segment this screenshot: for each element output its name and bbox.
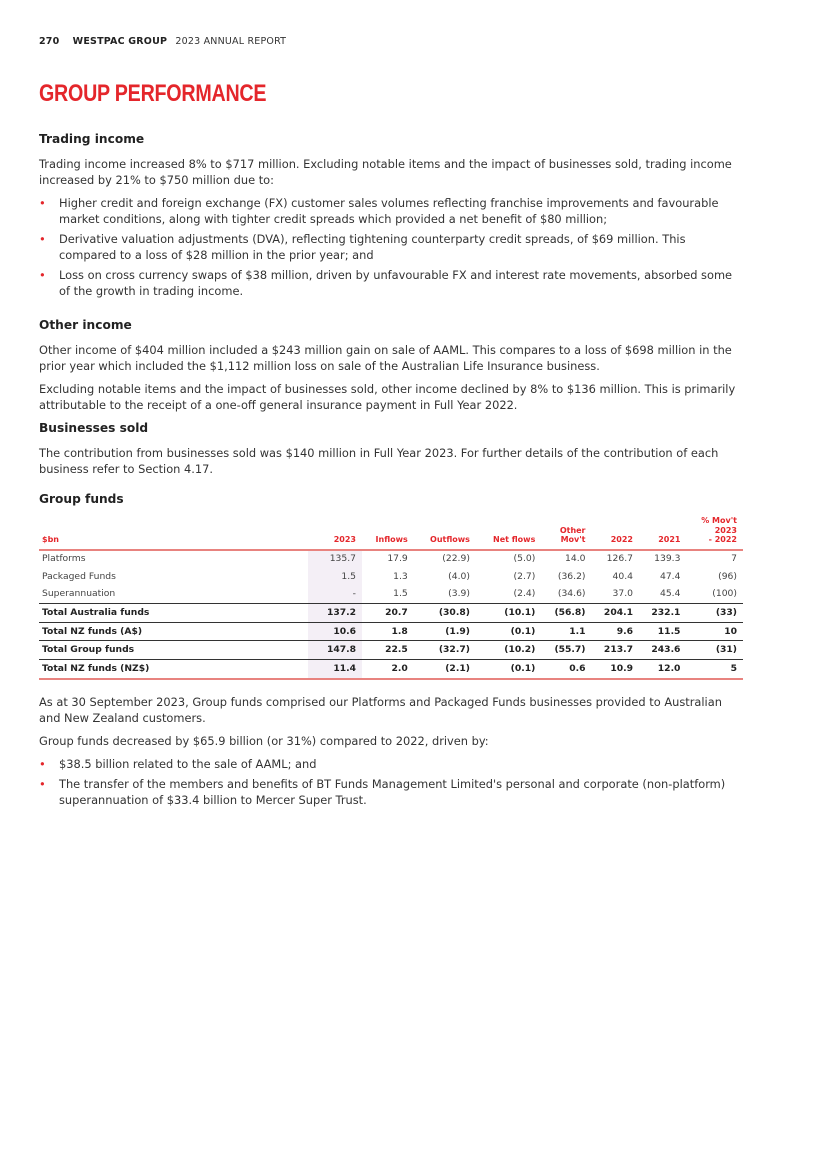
- column-header: Inflows: [362, 516, 414, 550]
- table-cell: 139.3: [654, 553, 681, 565]
- table-cell: 1.8: [362, 622, 414, 641]
- table-cell: 0.6: [541, 660, 591, 679]
- table-cell: (10.1): [476, 604, 541, 623]
- table-cell: (96): [718, 570, 737, 582]
- table-cell: 1.5: [393, 588, 408, 600]
- table-cell: 7: [731, 553, 737, 565]
- table-cell: -: [308, 586, 362, 604]
- table-cell: 5: [686, 660, 743, 679]
- table-cell: (4.0): [448, 570, 470, 582]
- table-cell: 10.6: [308, 622, 362, 641]
- row-label: Total NZ funds (A$): [39, 622, 308, 641]
- table-cell: (3.9): [448, 588, 470, 600]
- page-number: 270: [39, 36, 60, 47]
- table-cell: 37.0: [612, 588, 633, 600]
- table-cell: 40.4: [612, 570, 633, 582]
- table-cell: (32.7): [414, 641, 476, 660]
- table-cell: 1.5: [308, 568, 362, 586]
- column-header: % Mov't 2023 - 2022: [686, 516, 743, 550]
- row-label: Packaged Funds: [42, 570, 116, 582]
- table-cell: 1.1: [541, 622, 591, 641]
- row-label: Total NZ funds (NZ$): [39, 660, 308, 679]
- main-content: [39, 131, 745, 815]
- table-cell: 11.5: [639, 622, 686, 641]
- table-cell: 45.4: [659, 588, 681, 600]
- running-header: [39, 36, 286, 47]
- column-header: 2021: [639, 516, 686, 550]
- table-row: [39, 550, 743, 569]
- row-label: Platforms: [42, 553, 86, 565]
- table-cell: (30.8): [414, 604, 476, 623]
- table-cell: (5.0): [513, 553, 536, 565]
- section-heading: Group funds: [39, 492, 124, 506]
- paragraph: Group funds decreased by $65.9 billion (or 31%) compared to 2022, driven by:: [39, 733, 489, 748]
- businesses-sold-section: [39, 420, 745, 477]
- report-name: 2023 ANNUAL REPORT: [175, 36, 287, 47]
- list-item: • Higher credit and foreign exchange (FX) customer sales volumes reflecting franchise improvements and favourable market conditions, along with tighter credit spreads which provided a net benefit of $80 million;: [39, 195, 745, 227]
- list-item: • The transfer of the members and benefits of BT Funds Management Limited's personal and corporate (non-platform) superannuation of $33.4 billion to Mercer Super Trust.: [39, 776, 745, 808]
- list-item: • $38.5 billion related to the sale of AAML; and: [39, 756, 745, 772]
- list-item: • Loss on cross currency swaps of $38 million, driven by unfavourable FX and interest rate movements, absorbed some of the growth in trading income.: [39, 267, 745, 299]
- column-header: $bn: [39, 516, 308, 550]
- table-cell: 17.9: [387, 553, 408, 565]
- table-cell: (2.1): [414, 660, 476, 679]
- table-cell: 135.7: [308, 550, 362, 569]
- table-cell: 126.7: [606, 553, 633, 565]
- table-cell: 137.2: [308, 604, 362, 623]
- table-cell: 10: [686, 622, 743, 641]
- section-heading: Other income: [39, 318, 132, 332]
- paragraph: The contribution from businesses sold was $140 million in Full Year 2023. For further details of the contribution of each business refer to Section 4.17.: [39, 446, 719, 476]
- table-cell: 232.1: [639, 604, 686, 623]
- table-cell: 147.8: [308, 641, 362, 660]
- table-cell: 47.4: [659, 570, 681, 582]
- row-label: Total Group funds: [39, 641, 308, 660]
- table-row: [39, 622, 743, 641]
- table-cell: (10.2): [476, 641, 541, 660]
- table-cell: 1.3: [393, 570, 408, 582]
- row-label: Superannuation: [42, 588, 116, 600]
- section-heading: Trading income: [39, 132, 145, 146]
- table-cell: (2.4): [513, 588, 536, 600]
- column-header: Net flows: [476, 516, 541, 550]
- table-cell: 204.1: [592, 604, 639, 623]
- table-cell: (33): [686, 604, 743, 623]
- list-item: • Derivative valuation adjustments (DVA), reflecting tightening counterparty credit spreads, of $69 million. This compared to a loss of $28 million in the prior year; and: [39, 231, 745, 263]
- group-funds-table: [39, 516, 743, 680]
- paragraph: As at 30 September 2023, Group funds comprised our Platforms and Packaged Funds businesses provided to Australian and New Zealand customers.: [39, 694, 722, 725]
- table-cell: 2.0: [362, 660, 414, 679]
- column-header: 2023: [308, 516, 362, 550]
- table-cell: (0.1): [476, 660, 541, 679]
- paragraph: Trading income increased 8% to $717 million. Excluding notable items and the impact of businesses sold, trading income increased by 21% to $750 million due to:: [39, 157, 732, 187]
- section-heading: Businesses sold: [39, 421, 149, 435]
- column-header: Outflows: [414, 516, 476, 550]
- company-name: WESTPAC GROUP: [72, 36, 168, 47]
- column-header: 2022: [592, 516, 639, 550]
- table-cell: (34.6): [557, 588, 586, 600]
- table-cell: 10.9: [592, 660, 639, 679]
- bullet-list: [39, 756, 745, 808]
- bullet-list: [39, 195, 745, 299]
- table-row: [39, 641, 743, 660]
- row-label: Total Australia funds: [39, 604, 308, 623]
- table-cell: 9.6: [592, 622, 639, 641]
- trading-income-section: [39, 131, 745, 299]
- table-cell: (1.9): [414, 622, 476, 641]
- table-cell: 20.7: [362, 604, 414, 623]
- table-cell: (55.7): [541, 641, 591, 660]
- table-row: [39, 604, 743, 623]
- table-cell: 243.6: [639, 641, 686, 660]
- table-cell: (31): [686, 641, 743, 660]
- table-cell: (56.8): [541, 604, 591, 623]
- page-title: GROUP PERFORMANCE: [39, 80, 267, 107]
- table-cell: 14.0: [565, 553, 586, 565]
- table-cell: 213.7: [592, 641, 639, 660]
- table-row: [39, 586, 743, 604]
- table-cell: 12.0: [639, 660, 686, 679]
- table-cell: (22.9): [442, 553, 470, 565]
- table-cell: (36.2): [557, 570, 586, 582]
- table-cell: 22.5: [362, 641, 414, 660]
- paragraph: Other income of $404 million included a $243 million gain on sale of AAML. This compares to a loss of $698 million in the prior year which included the $1,112 million loss on sale of the Australian Life Insurance business.: [39, 343, 732, 373]
- table-row: [39, 660, 743, 679]
- table-cell: (100): [712, 588, 737, 600]
- group-funds-section: [39, 491, 745, 808]
- table-cell: 11.4: [308, 660, 362, 679]
- table-cell: (2.7): [513, 570, 536, 582]
- table-cell: (0.1): [476, 622, 541, 641]
- column-header: Other Mov't: [541, 516, 591, 550]
- table-row: [39, 568, 743, 586]
- other-income-section: [39, 317, 745, 413]
- paragraph: Excluding notable items and the impact of businesses sold, other income declined by 8% to $136 million. This is primarily attributable to the receipt of a one-off general insurance payment in Full Year 2022.: [39, 382, 736, 412]
